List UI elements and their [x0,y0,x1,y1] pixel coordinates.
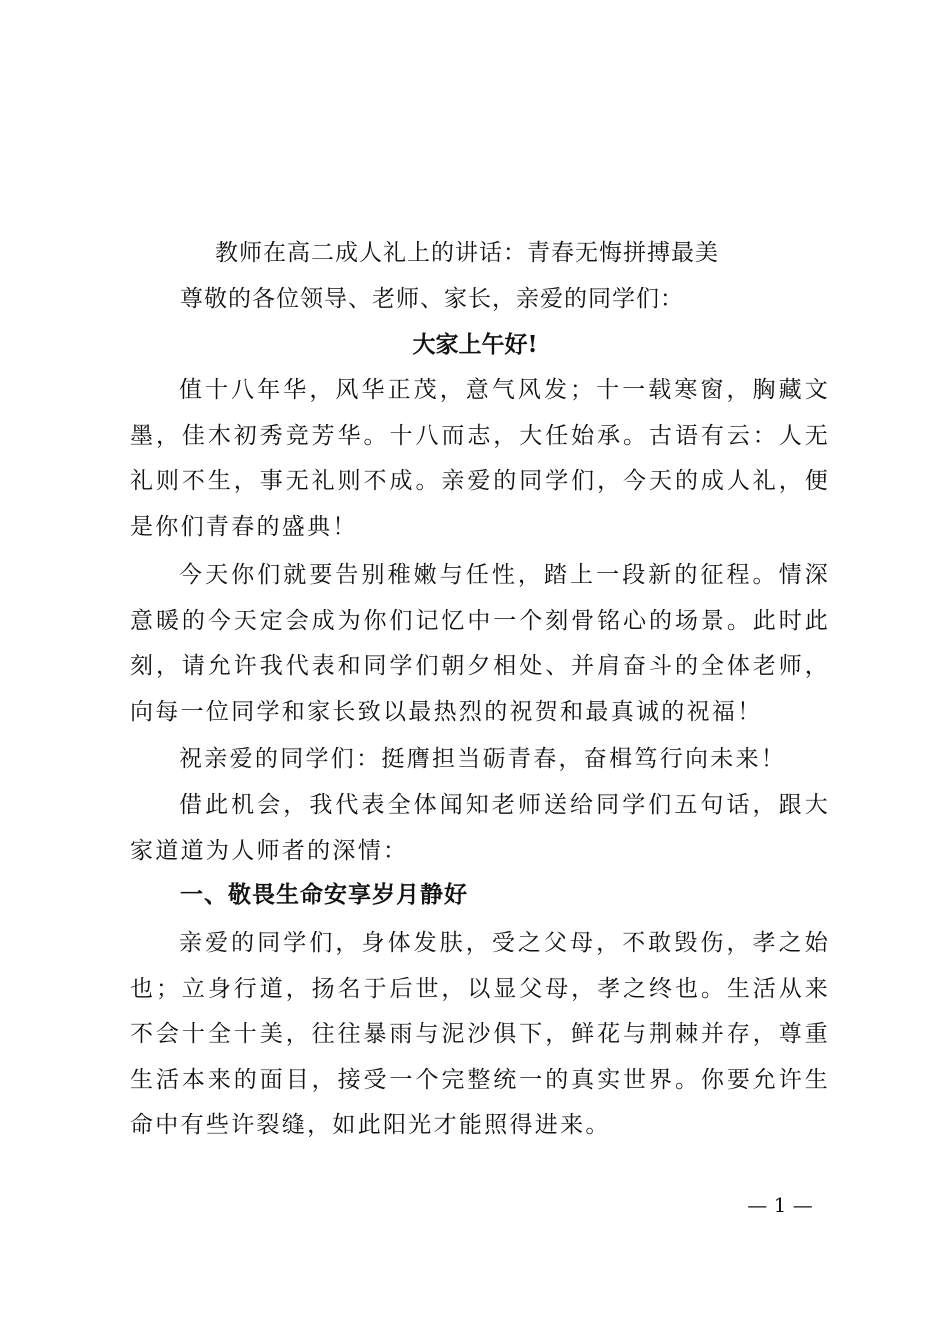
paragraph-3: 祝亲爱的同学们：挺膺担当砺青春，奋楫笃行向未来！ [179,746,787,772]
section-heading: 一、敬畏生命安享岁月静好 [180,882,468,908]
paragraph-5: 亲爱的同学们，身体发肤，受之父母，不敢毁伤，孝之始也；立身行道，扬名于后世，以显父母，孝之终也。生活从来不会十全十美，往往暴雨与泥沙俱下，鲜花与荆棘并存，尊重生活本来的面目，接受一个完整统一的真实世界。你要允许生命中有些许裂缝，如此阳光才能照得进来。 [130,930,830,1138]
paragraph-4: 借此机会，我代表全体闻知老师送给同学们五句话，跟大家道道为人师者的深情： [130,792,830,864]
salutation: 尊敬的各位领导、老师、家长，亲爱的同学们： [180,286,684,312]
greeting: 大家上午好! [412,331,538,358]
page-number: — 1 — [747,1193,813,1217]
document-title: 教师在高二成人礼上的讲话：青春无悔拼搏最美 [215,240,719,266]
paragraph-2: 今天你们就要告别稚嫩与任性，踏上一段新的征程。情深意暖的今天定会成为你们记忆中一个刻骨铭心的场景。此时此刻，请允许我代表和同学们朝夕相处、并肩奋斗的全体老师，向每一位同学和家长致以最热烈的祝贺和最真诚的祝福！ [130,562,830,725]
paragraph-1: 值十八年华，风华正茂，意气风发；十一载寒窗，胸藏文墨，佳木初秀竞芳华。十八而志，大任始承。古语有云：人无礼则不生，事无礼则不成。亲爱的同学们，今天的成人礼，便是你们青春的盛典！ [130,377,830,540]
